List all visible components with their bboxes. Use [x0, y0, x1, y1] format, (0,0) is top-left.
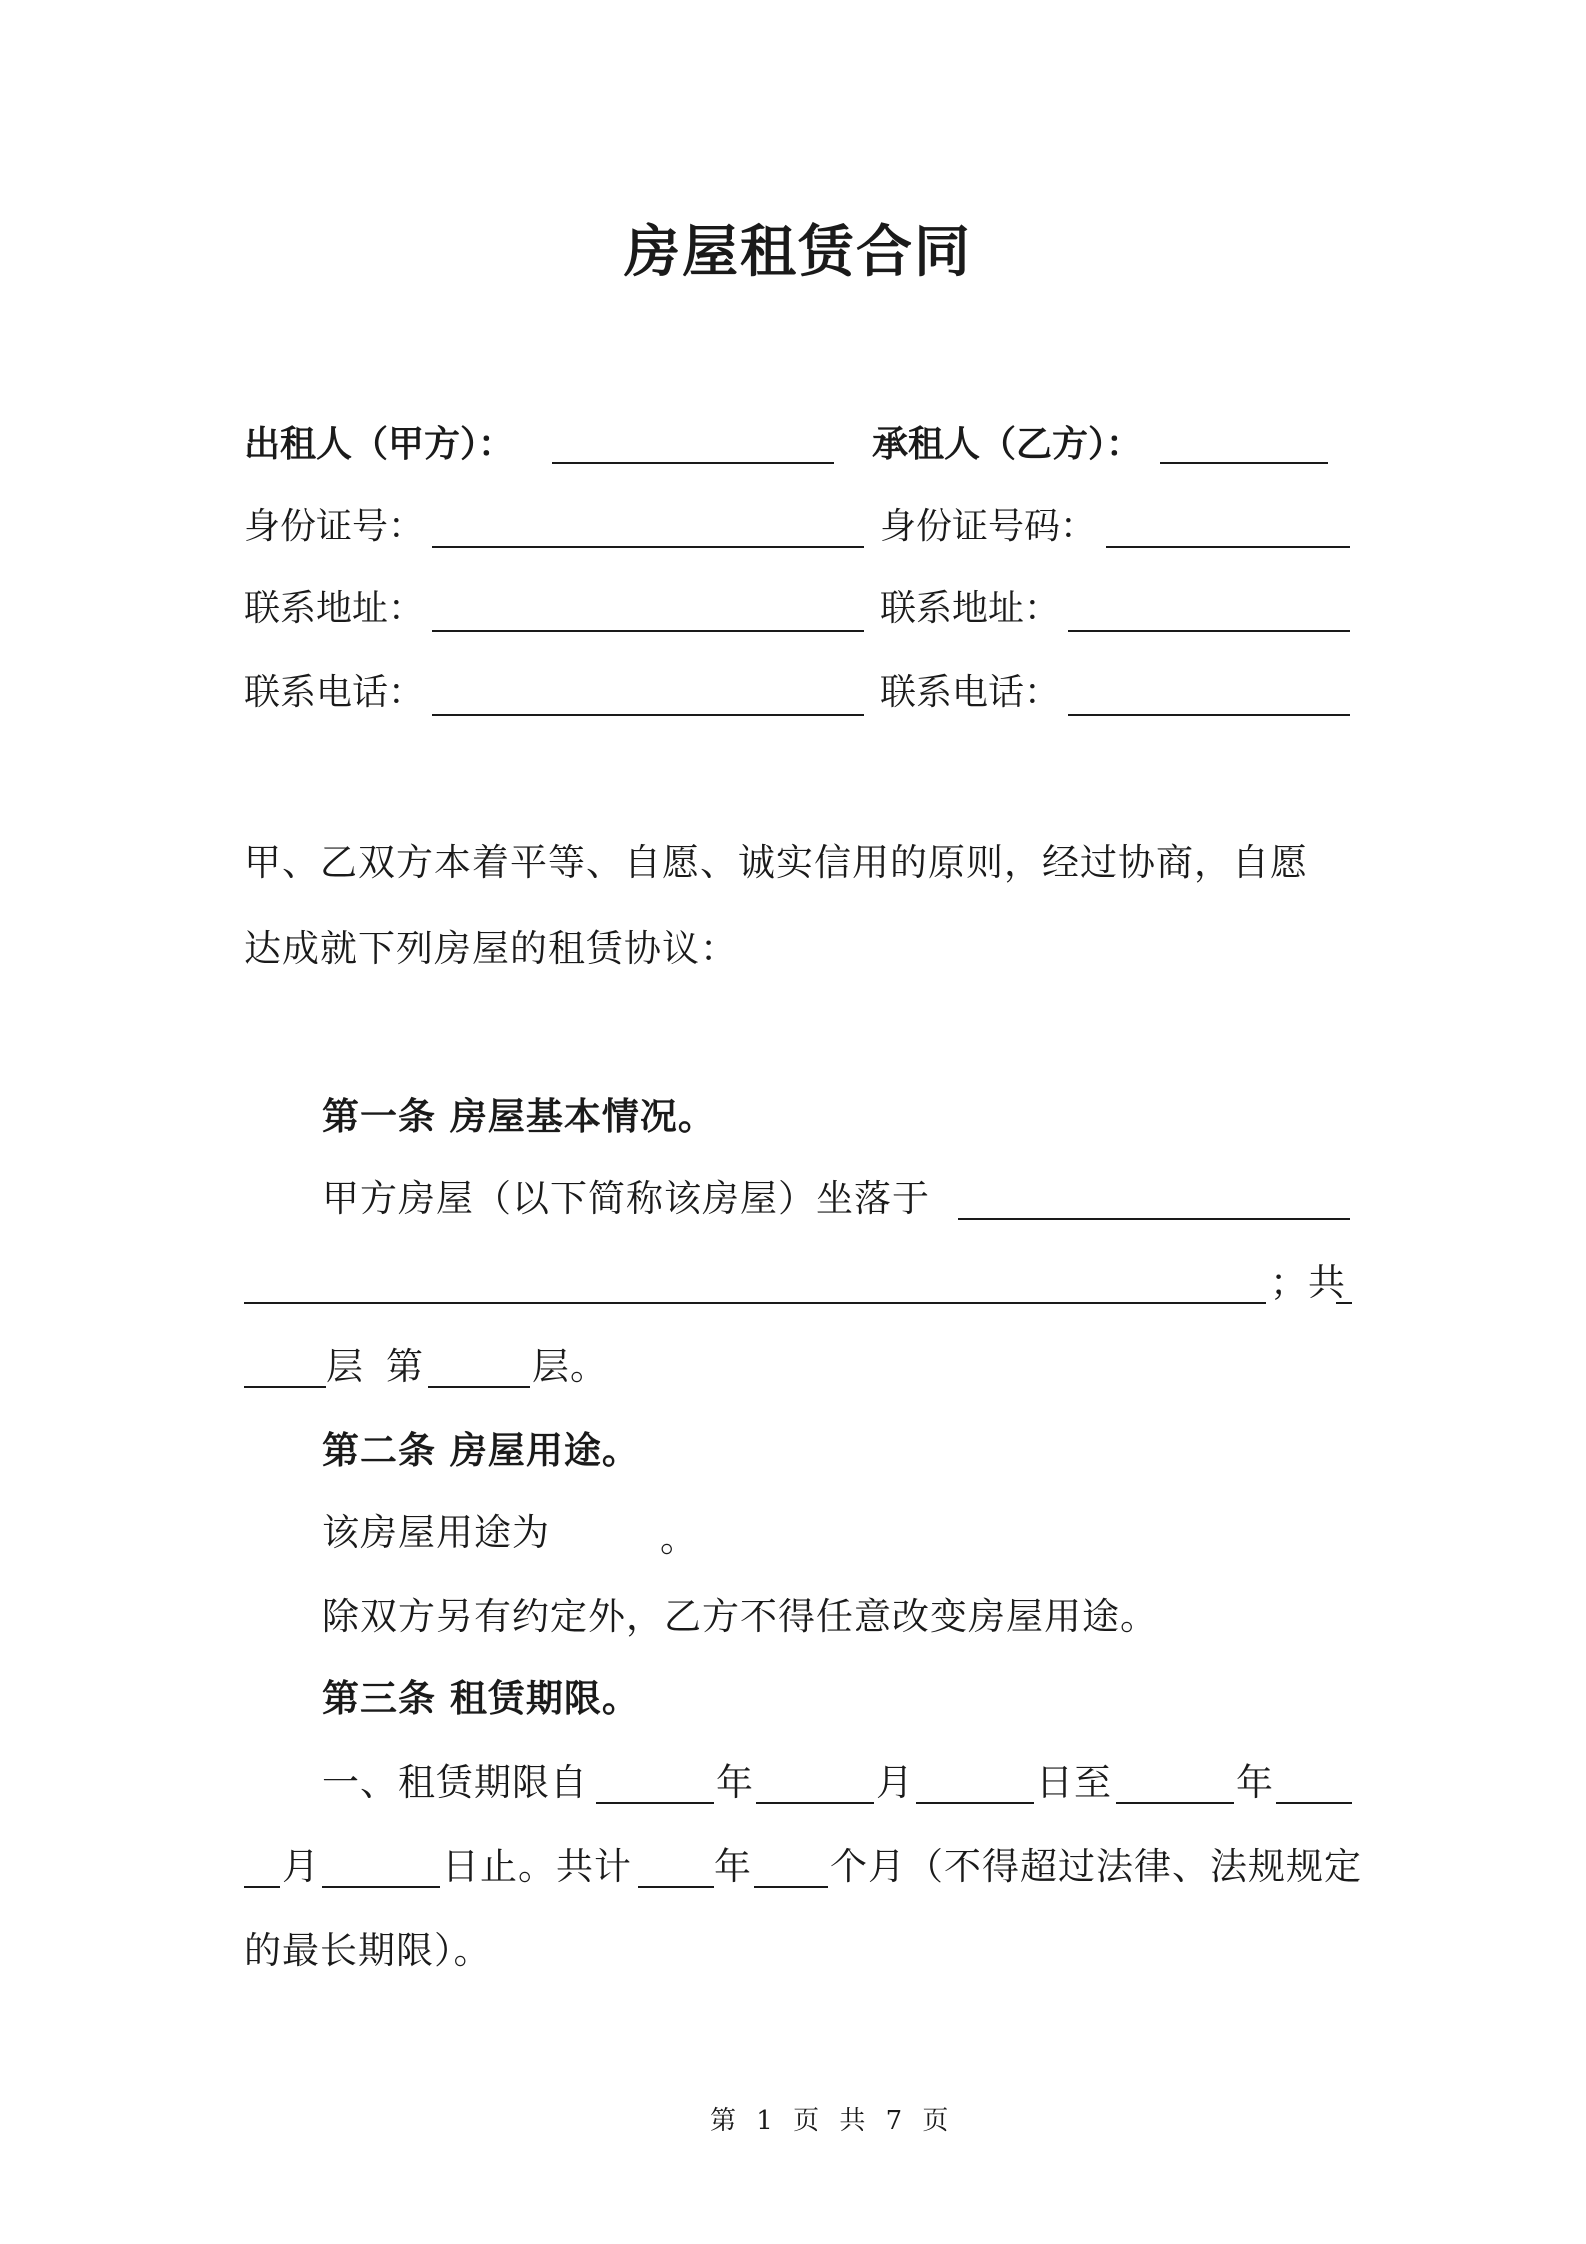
start-month-blank[interactable] — [756, 1802, 874, 1804]
end-month-blank-a[interactable] — [1276, 1802, 1352, 1804]
term-line-3: 的最长期限）。 — [244, 1929, 492, 1972]
lessor-id-label: 身份证号： — [244, 506, 425, 547]
lessee-address-blank[interactable] — [1068, 630, 1350, 632]
start-month-label: 月 — [876, 1761, 914, 1804]
end-year-label: 年 — [1236, 1761, 1274, 1804]
floor-number-blank[interactable] — [428, 1386, 530, 1388]
total-months-label: 个月（不得超过法律、法规规定 — [830, 1845, 1362, 1888]
location-blank-1[interactable] — [958, 1218, 1350, 1220]
article-1-heading: 第一条 房屋基本情况。 — [322, 1095, 716, 1138]
lessee-label: 承租人（乙方）： — [872, 424, 1143, 465]
preamble-line-1: 甲、乙双方本着平等、自愿、诚实信用的原则，经过协商，自愿 — [244, 841, 1308, 884]
start-year-blank[interactable] — [596, 1802, 714, 1804]
lessor-address-blank[interactable] — [432, 630, 864, 632]
start-day-to-label: 日至 — [1036, 1761, 1112, 1804]
lessor-label: 出租人（甲方）： — [244, 424, 515, 465]
page-footer: 第 1 页 共 7 页 — [710, 2106, 955, 2136]
total-months-blank[interactable] — [754, 1886, 828, 1888]
document-title: 房屋租赁合同 — [624, 220, 972, 285]
total-years-label: 年 — [714, 1845, 752, 1888]
lessor-address-label: 联系地址： — [244, 588, 425, 629]
total-floors-blank-a[interactable] — [1336, 1302, 1352, 1304]
preamble-line-2: 达成就下列房屋的租赁协议： — [244, 927, 738, 970]
term-prefix: 一、租赁期限自 — [322, 1761, 588, 1804]
lessee-address-label: 联系地址： — [880, 588, 1061, 629]
start-year-label: 年 — [716, 1761, 754, 1804]
total-floors-blank-b[interactable] — [244, 1386, 326, 1388]
floors-separator: ；共 — [1270, 1261, 1346, 1304]
end-month-label: 月 — [282, 1845, 320, 1888]
lessee-name-blank[interactable] — [1160, 462, 1328, 464]
lessor-name-blank[interactable] — [552, 462, 834, 464]
article-2-use-prefix: 该房屋用途为 — [322, 1511, 550, 1554]
article-2-heading: 第二条 房屋用途。 — [322, 1429, 640, 1472]
article-2-restriction: 除双方另有约定外，乙方不得任意改变房屋用途。 — [322, 1595, 1158, 1638]
total-years-blank[interactable] — [638, 1886, 714, 1888]
floor-end-label: 层。 — [532, 1345, 608, 1388]
end-year-blank[interactable] — [1116, 1802, 1234, 1804]
end-day-blank[interactable] — [322, 1886, 440, 1888]
lessor-id-blank[interactable] — [432, 546, 864, 548]
lessee-phone-blank[interactable] — [1068, 714, 1350, 716]
article-2-use-end: 。 — [660, 1517, 698, 1560]
location-blank-2[interactable] — [244, 1302, 1266, 1304]
lessee-id-label: 身份证号码： — [880, 506, 1097, 547]
floor-di-label: 第 — [386, 1345, 424, 1388]
lessee-phone-label: 联系电话： — [880, 672, 1061, 713]
start-day-blank[interactable] — [916, 1802, 1034, 1804]
end-day-label: 日止。共计 — [442, 1845, 632, 1888]
lessor-phone-blank[interactable] — [432, 714, 864, 716]
end-month-blank-b[interactable] — [244, 1886, 280, 1888]
article-3-heading: 第三条 租赁期限。 — [322, 1677, 640, 1720]
article-1-location-prefix: 甲方房屋（以下简称该房屋）坐落于 — [322, 1177, 930, 1220]
floor-ceng-label: 层 — [326, 1345, 364, 1388]
lessee-id-blank[interactable] — [1106, 546, 1350, 548]
lessor-phone-label: 联系电话： — [244, 672, 425, 713]
